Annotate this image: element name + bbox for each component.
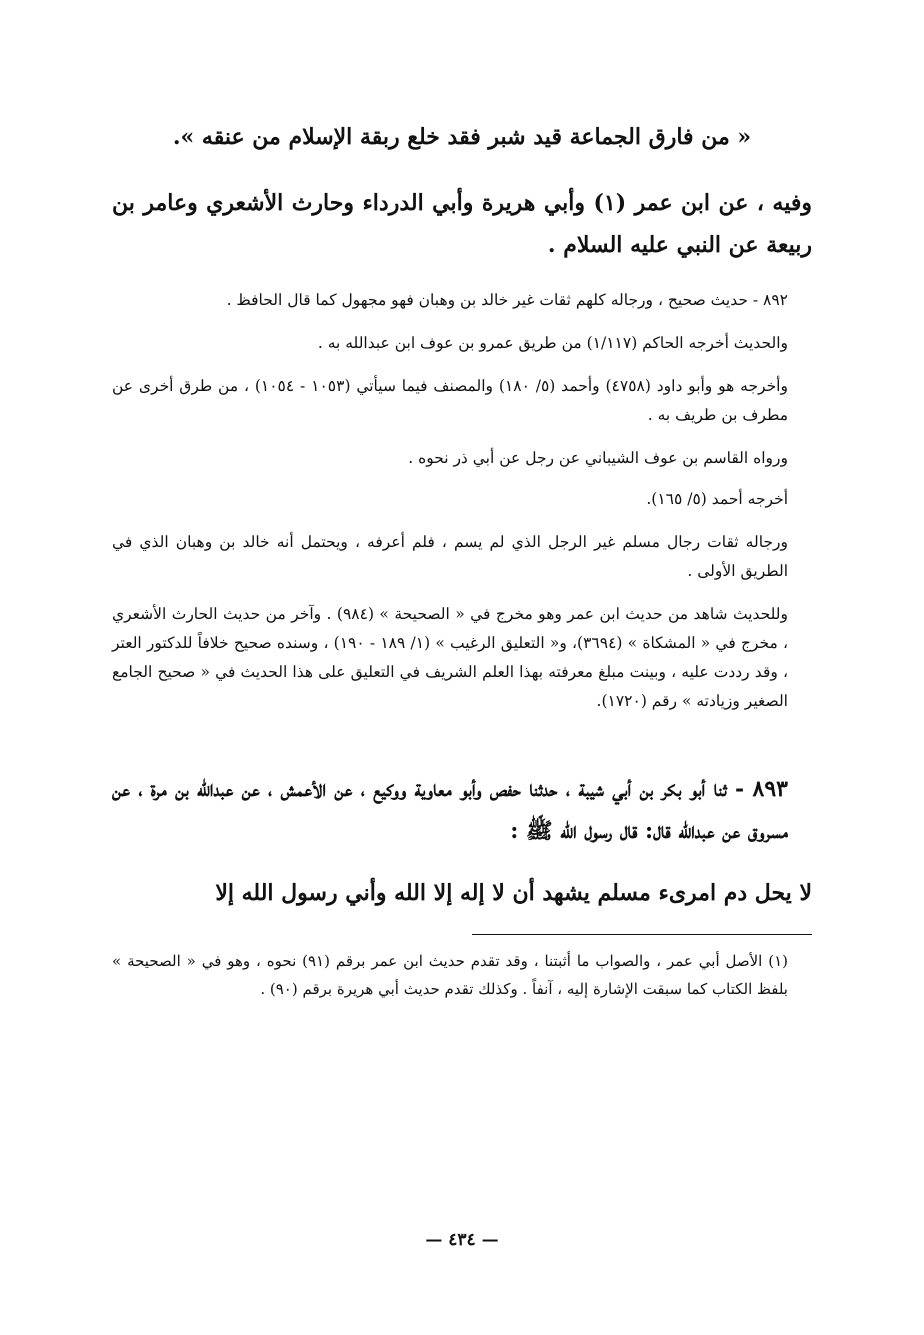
note-paragraph: وللحديث شاهد من حديث ابن عمر وهو مخرج في « الصحيحة » (٩٨٤) . وآخر من حديث الحارث الأشعري ، مخرج في « المشكاة » (٣٦٩٤)، و« التعليق الرغيب » (١/ ١٨٩ - ١٩٠) ، وسنده صحيح خلافاً للدكتور العتر ، وقد رددت عليه ، وبينت مبلغ معرفته بهذا العلم الشريف في التعليق على هذا الحديث في « صحيح الجامع الصغير وزيادته » رقم (١٧٢٠). bbox=[112, 605, 789, 710]
note-paragraph: والحديث أخرجه الحاكم (١/١١٧) من طريق عمرو بن عوف ابن عبدالله به . bbox=[317, 334, 788, 352]
hadith-quote: « من فارق الجماعة قيد شبر فقد خلع ربقة الإسلام من عنقه ». bbox=[172, 124, 752, 150]
note-paragraph: أخرجه أحمد (٥/ ١٦٥). bbox=[646, 490, 788, 508]
note-paragraph: ٨٩٢ - حديث صحيح ، ورجاله كلهم ثقات غير خالد بن وهبان فهو مجهول كما قال الحافظ . bbox=[226, 291, 788, 309]
note-paragraph: ورجاله ثقات رجال مسلم غير الرجل الذي لم يسم ، فلم أعرفه ، ويحتمل أنه خالد بن وهبان الذي في الطريق الأولى . bbox=[112, 533, 788, 580]
note-paragraph: وأخرجه هو وأبو داود (٤٧٥٨) وأحمد (٥/ ١٨٠) والمصنف فيما سيأتي (١٠٥٣ - ١٠٥٤) ، من طرق أخرى عن مطرف بن طريف به . bbox=[112, 377, 788, 424]
matn-893: لا يحل دم امرىء مسلم يشهد أن لا إله إلا الله وأني رسول الله إلا bbox=[215, 880, 812, 906]
isnad-893: ٨٩٣ - ثنا أبو بكر بن أبي شيبة ، حدثنا حفص وأبو معاوية ووكيع ، عن الأعمش ، عن عبدالله بن مرة ، عن مسروق عن عبدالله قال: قال رسول الله ﷺ : bbox=[112, 776, 788, 844]
notes-892 bbox=[112, 286, 812, 716]
hadith-893 bbox=[112, 768, 812, 914]
footnote-divider bbox=[472, 934, 812, 935]
footnote: (١) الأصل أبي عمر ، والصواب ما أثبتنا ، وقد تقدم حديث ابن عمر برقم (٩١) نحوه ، وهو في « الصحيحة » بلفظ الكتاب كما سبقت الإشارة إليه ، آنفاً . وكذلك تقدم حديث أبي هريرة برقم (٩٠) . bbox=[112, 952, 788, 998]
witness-line: وفيه ، عن ابن عمر (١) وأبي هريرة وأبي الدرداء وحارث الأشعري وعامر بن ربيعة عن النبي عليه السلام . bbox=[112, 190, 812, 258]
page-number: — ٤٣٤ — bbox=[425, 1230, 499, 1250]
note-paragraph: ورواه القاسم بن عوف الشيباني عن رجل عن أبي ذر نحوه . bbox=[408, 449, 788, 467]
